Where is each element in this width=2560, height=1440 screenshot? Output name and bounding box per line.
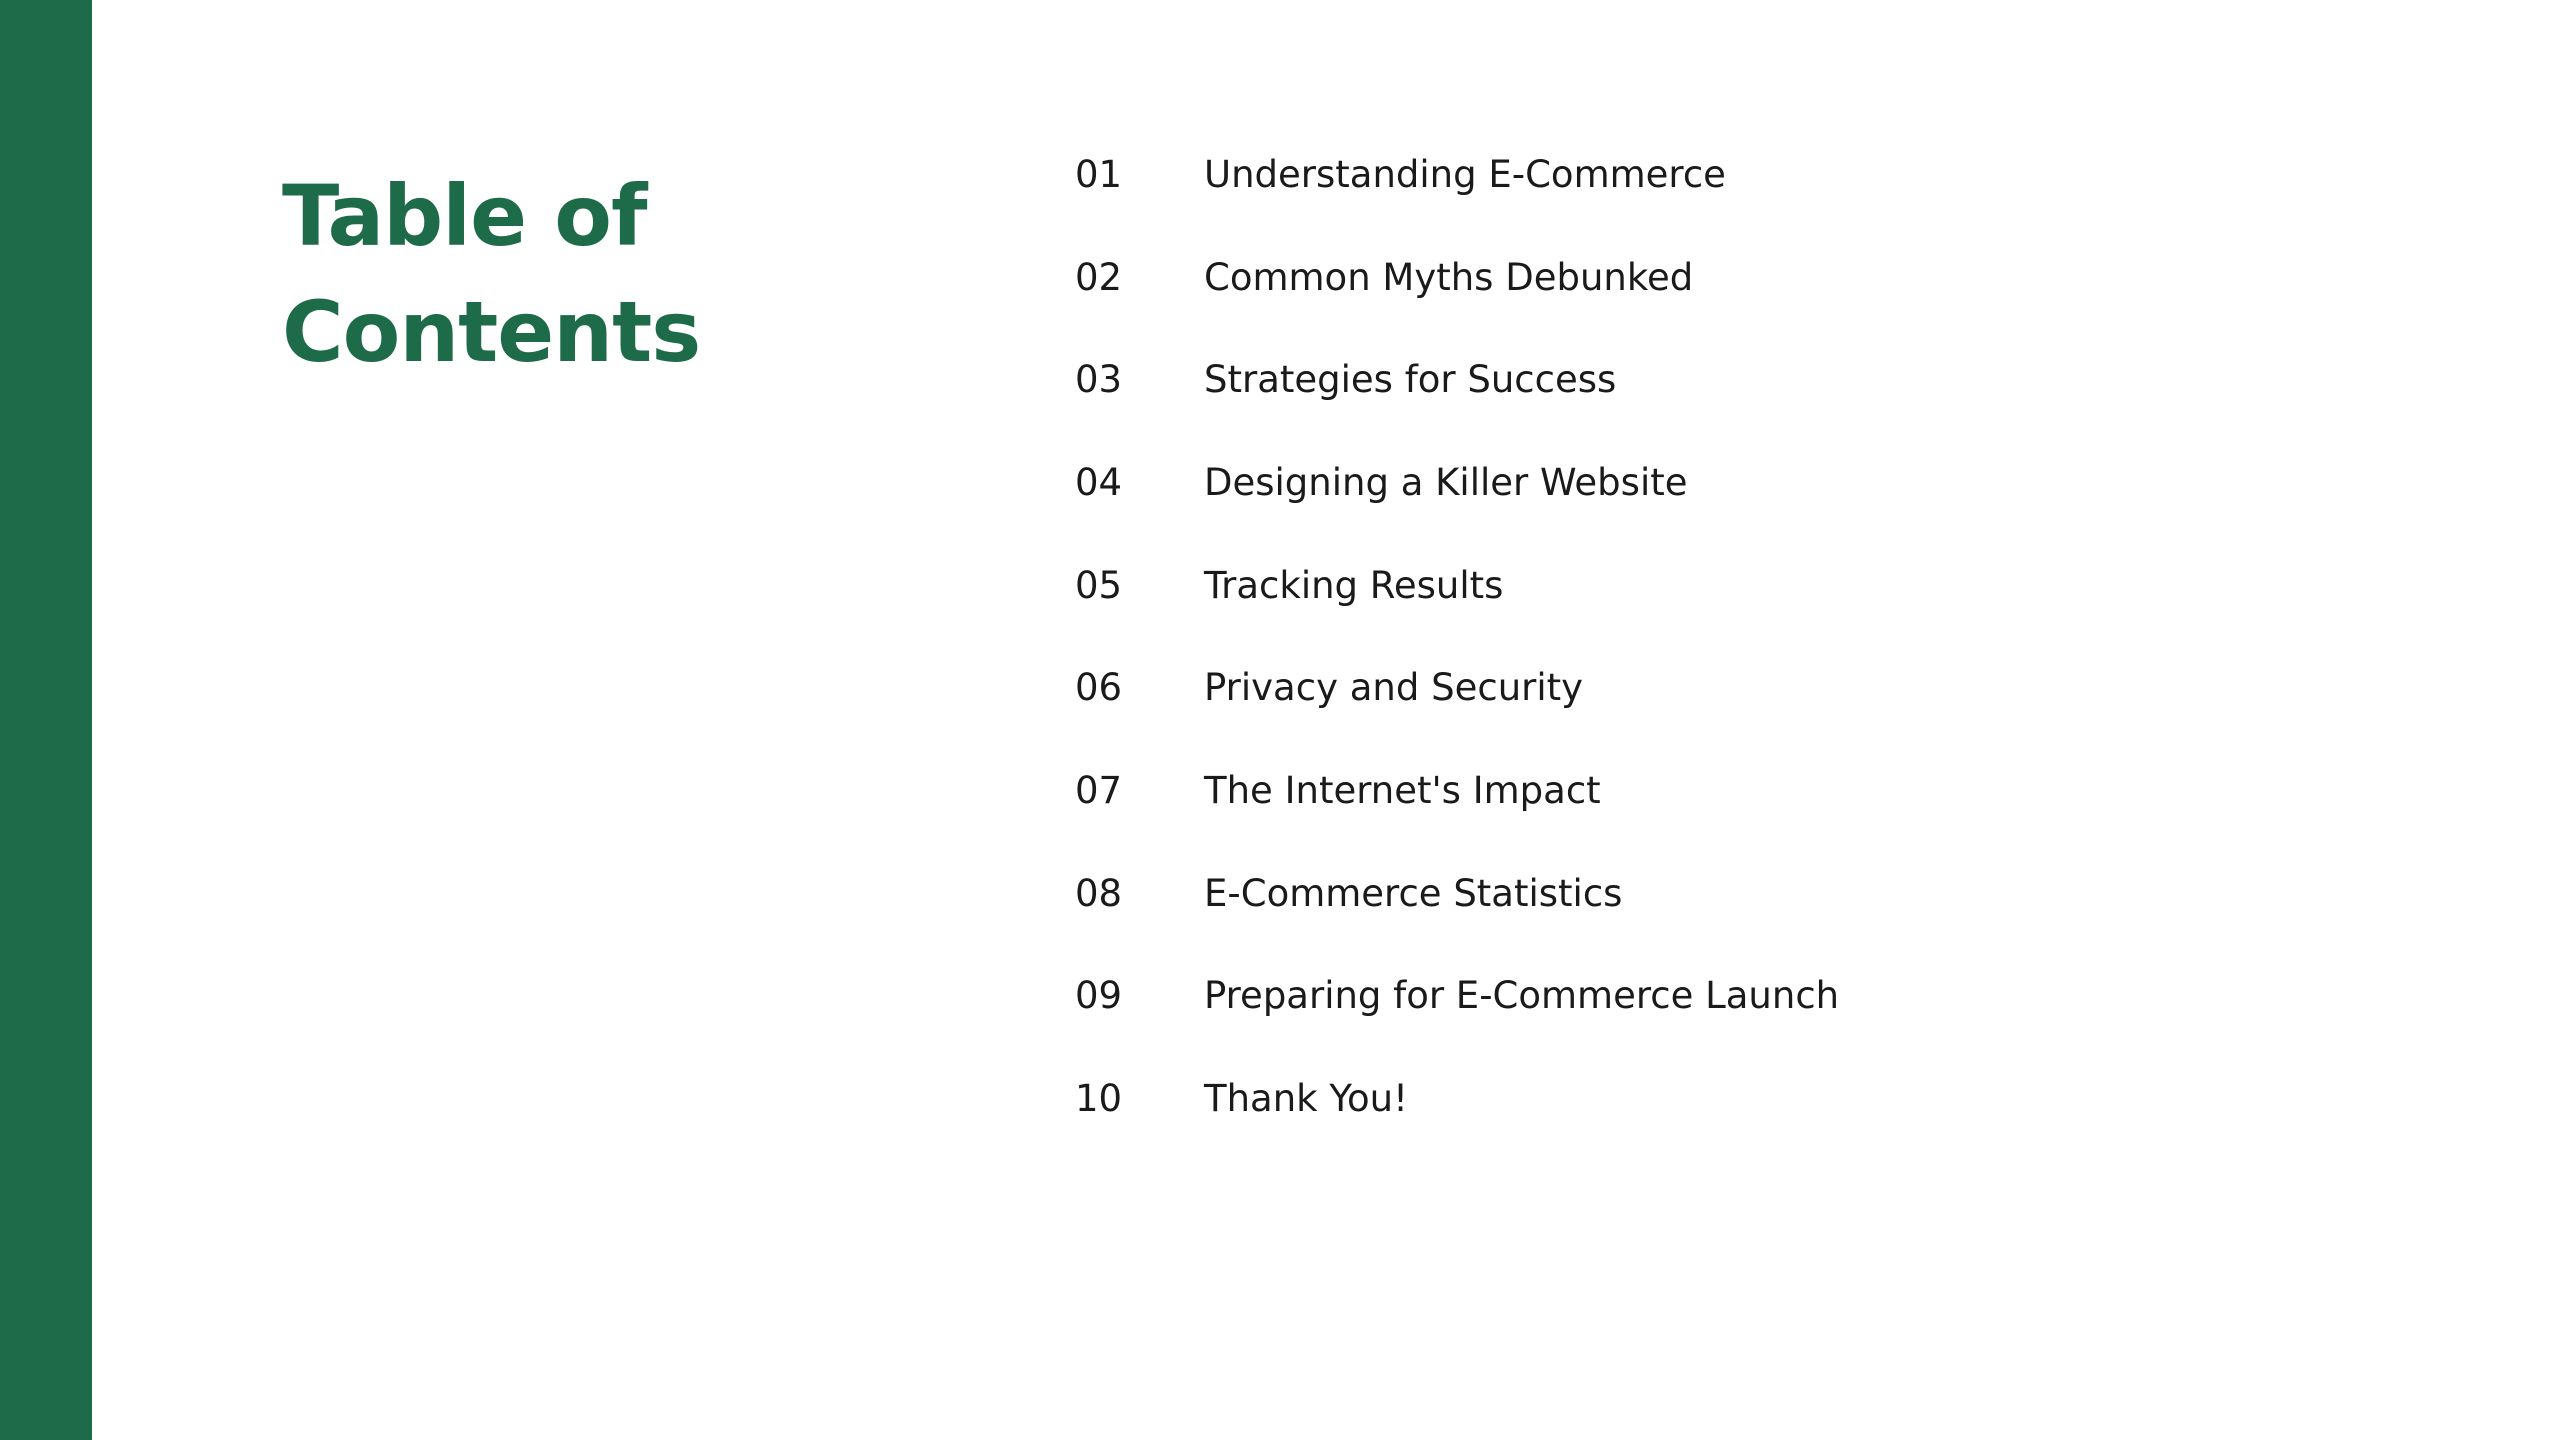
toc-number: 08 — [1075, 871, 1123, 915]
toc-label: Understanding E-Commerce — [1204, 152, 1726, 196]
toc-number: 03 — [1075, 358, 1123, 402]
toc-number: 06 — [1075, 666, 1123, 710]
toc-label: The Internet's Impact — [1204, 768, 1601, 812]
toc-item-07 — [1075, 739, 2375, 842]
toc-label: Tracking Results — [1204, 563, 1504, 607]
toc-label: Designing a Killer Website — [1204, 460, 1688, 504]
toc-number: 07 — [1075, 768, 1123, 812]
toc-item-09 — [1075, 945, 2375, 1048]
title-line-1: Table of — [282, 167, 647, 265]
page-title — [282, 158, 982, 390]
toc-label: E-Commerce Statistics — [1204, 871, 1623, 915]
toc-label: Thank You! — [1204, 1077, 1408, 1121]
toc-item-03 — [1075, 328, 2375, 431]
toc-number: 02 — [1075, 255, 1123, 299]
toc-label: Common Myths Debunked — [1204, 255, 1694, 299]
toc-item-06 — [1075, 636, 2375, 739]
toc-number: 01 — [1075, 152, 1123, 196]
toc-number: 10 — [1075, 1077, 1123, 1121]
toc-label: Strategies for Success — [1204, 358, 1617, 402]
toc-label: Preparing for E-Commerce Launch — [1204, 974, 1840, 1018]
toc-number: 09 — [1075, 974, 1123, 1018]
toc-item-02 — [1075, 226, 2375, 329]
toc-number: 04 — [1075, 460, 1123, 504]
toc-item-01 — [1075, 123, 2375, 226]
toc-item-08 — [1075, 842, 2375, 945]
accent-bar — [0, 0, 92, 1440]
toc-item-04 — [1075, 431, 2375, 534]
toc-number: 05 — [1075, 563, 1123, 607]
toc-item-10 — [1075, 1047, 2375, 1150]
title-line-2: Contents — [282, 283, 701, 381]
toc-item-05 — [1075, 534, 2375, 637]
toc-list — [1075, 123, 2375, 1150]
toc-label: Privacy and Security — [1204, 666, 1584, 710]
